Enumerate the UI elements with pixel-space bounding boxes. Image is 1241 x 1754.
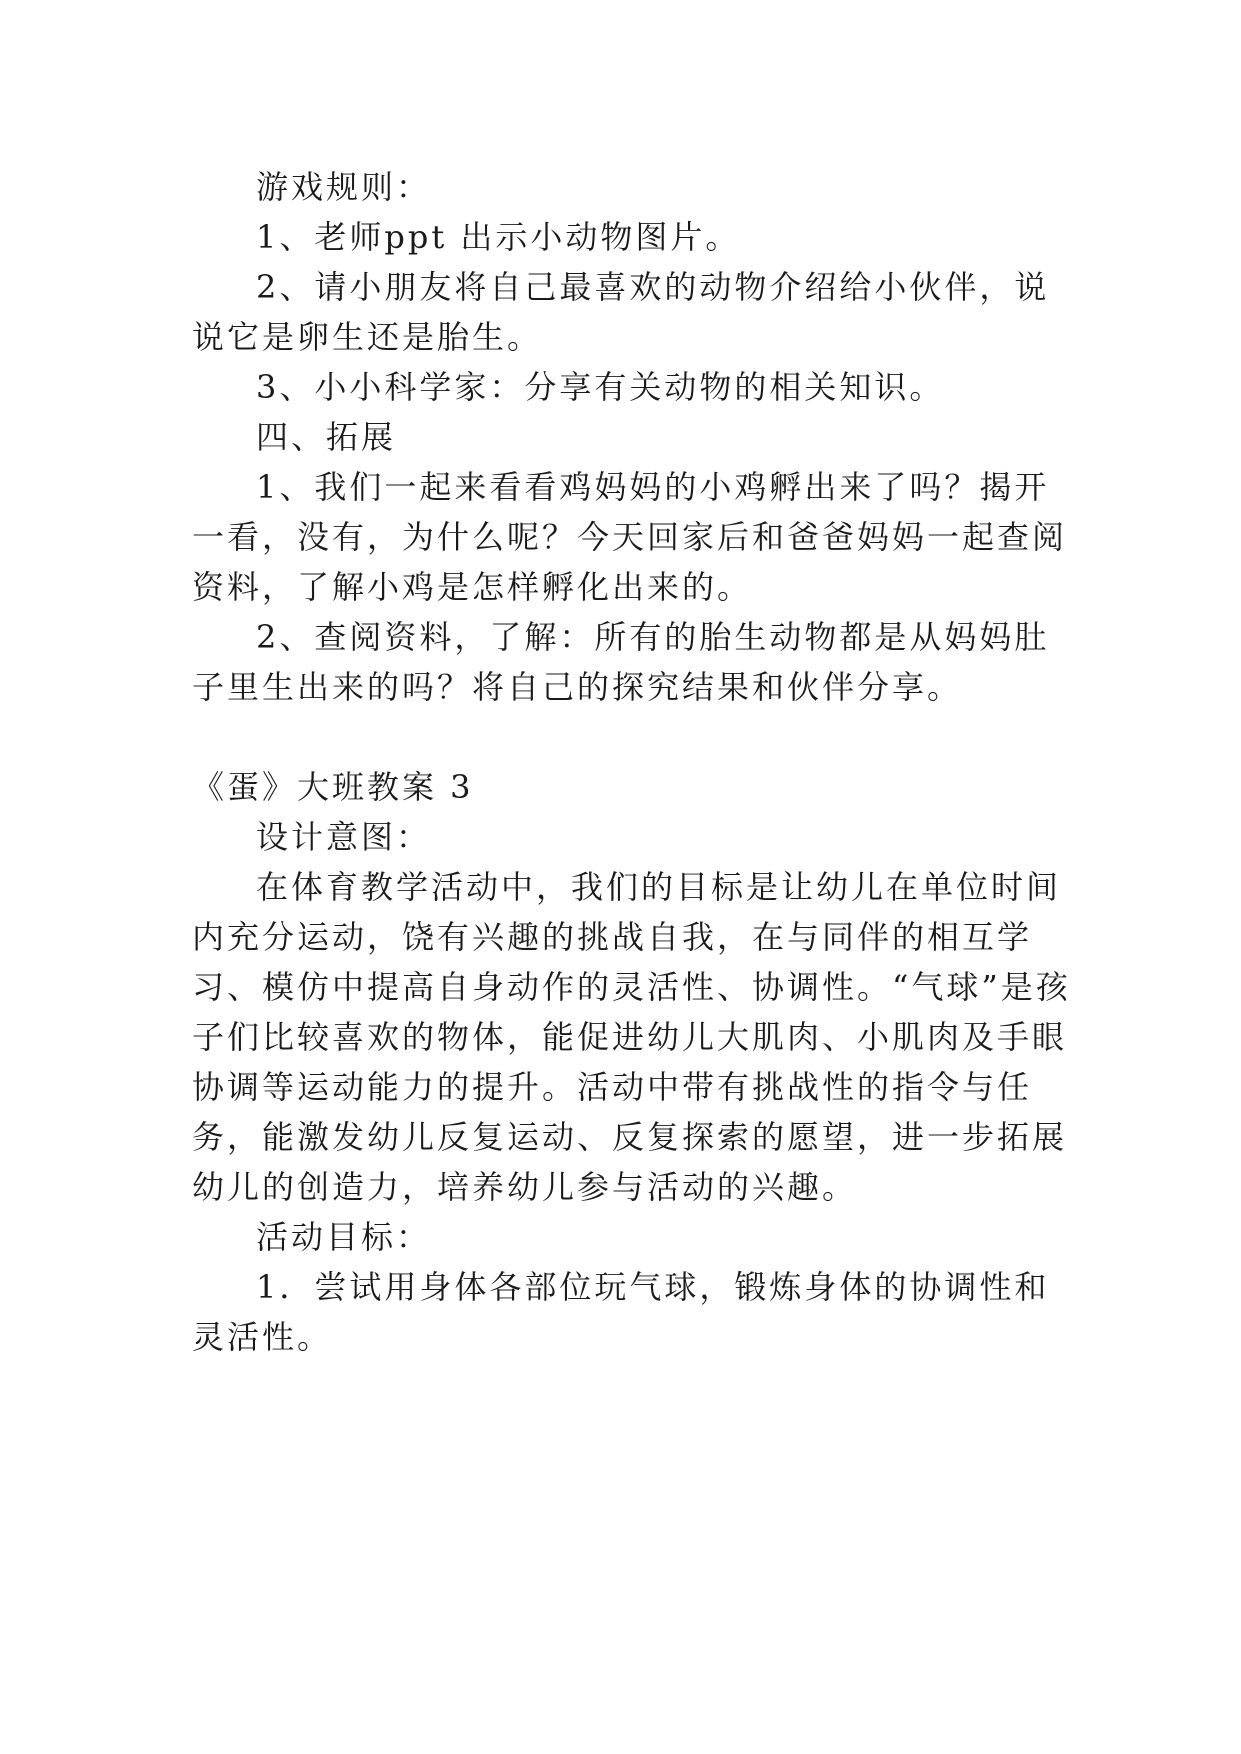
extension-heading: 四、拓展 [256, 418, 397, 456]
rules-heading: 游戏规则： [256, 168, 432, 206]
extension-item-2: 2、查阅资料，了解：所有的胎生动物都是从妈妈肚子里生出来的吗？将自己的探究结果和伙伴分享。 [192, 618, 1050, 706]
goals-heading: 活动目标： [256, 1218, 432, 1256]
goal-item-1: 1．尝试用身体各部位玩气球，锻炼身体的协调性和灵活性。 [192, 1268, 1050, 1356]
design-paragraph: 在体育教学活动中，我们的目标是让幼儿在单位时间内充分运动，饶有兴趣的挑战自我，在与同伴的相互学习、模仿中提高自身动作的灵活性、协调性。“气球”是孩子们比较喜欢的物体，能促进幼儿大肌肉、小肌肉及手眼协调等运动能力的提升。活动中带有挑战性的指令与任务，能激发幼儿反复运动、反复探索的愿望，进一步拓展幼儿的创造力，培养幼儿参与活动的兴趣。 [192, 868, 1071, 1206]
section-spacer [192, 712, 1072, 762]
design-heading: 设计意图： [256, 818, 432, 856]
rule-item-2: 2、请小朋友将自己最喜欢的动物介绍给小伙伴，说说它是卵生还是胎生。 [192, 268, 1050, 356]
rule-item-3: 3、小小科学家：分享有关动物的相关知识。 [256, 368, 945, 406]
rule-item-1: 1、老师ppt 出示小动物图片。 [256, 218, 741, 256]
document-body [192, 162, 1072, 1362]
lesson-title: 《蛋》大班教案 3 [192, 768, 474, 806]
extension-item-1: 1、我们一起来看看鸡妈妈的小鸡孵出来了吗？揭开一看，没有，为什么呢？今天回家后和爸爸妈妈一起查阅资料，了解小鸡是怎样孵化出来的。 [192, 468, 1068, 606]
